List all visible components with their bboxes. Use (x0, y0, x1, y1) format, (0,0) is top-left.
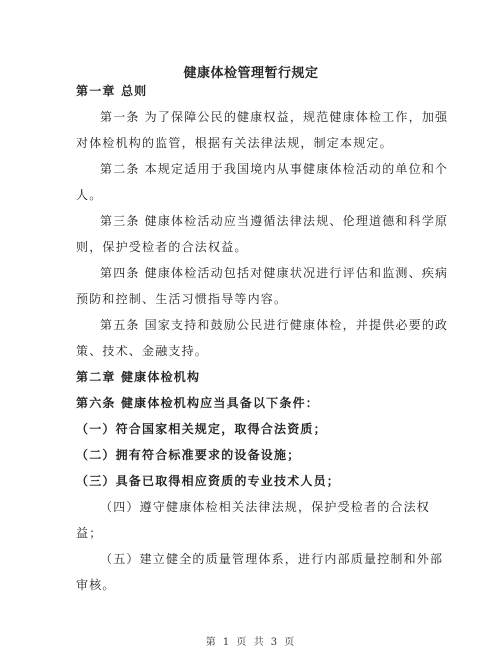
condition-1: （一）符合国家相关规定，取得合法资质； (76, 422, 327, 436)
article-6: 第六条 健康体检机构应当具备以下条件： (76, 396, 319, 410)
article-4-line-1: 第四条 健康体检活动包括对健康状况进行评估和监测、疾病 (100, 266, 449, 280)
condition-3: （三）具备已取得相应资质的专业技术人员； (76, 474, 341, 488)
condition-5-line-2: 审核。 (76, 578, 116, 592)
article-5-line-1: 第五条 国家支持和鼓励公民进行健康体检，并提供必要的政 (100, 318, 449, 332)
article-1-line-1: 第一条 为了保障公民的健康权益，规范健康体检工作，加强 (100, 110, 449, 124)
document-title: 健康体检管理暂行规定 (183, 66, 319, 81)
condition-4-line-2: 益； (76, 526, 103, 540)
article-2-line-1: 第二条 本规定适用于我国境内从事健康体检活动的单位和个 (100, 162, 449, 176)
condition-2: （二）拥有符合标准要求的设备设施； (76, 448, 301, 462)
article-2-line-2: 人。 (76, 188, 103, 202)
article-4-line-2: 预防和控制、生活习惯指导等内容。 (76, 292, 288, 306)
article-1-line-2: 对体检机构的监管，根据有关法律法规，制定本规定。 (76, 136, 393, 150)
article-3-line-1: 第三条 健康体检活动应当遵循法律法规、伦理道德和科学原 (100, 214, 449, 228)
article-5-line-2: 策、技术、金融支持。 (76, 344, 209, 358)
condition-5-line-1: （五）建立健全的质量管理体系，进行内部质量控制和外部 (100, 552, 444, 566)
article-3-line-2: 则，保护受检者的合法权益。 (76, 240, 248, 254)
condition-4-line-1: （四）遵守健康体检相关法律法规，保护受检者的合法权 (100, 500, 431, 514)
page-number: 第 1 页 共 3 页 (205, 637, 297, 648)
chapter-1-heading: 第一章 总则 (76, 84, 148, 98)
chapter-2-heading: 第二章 健康体检机构 (76, 370, 201, 384)
